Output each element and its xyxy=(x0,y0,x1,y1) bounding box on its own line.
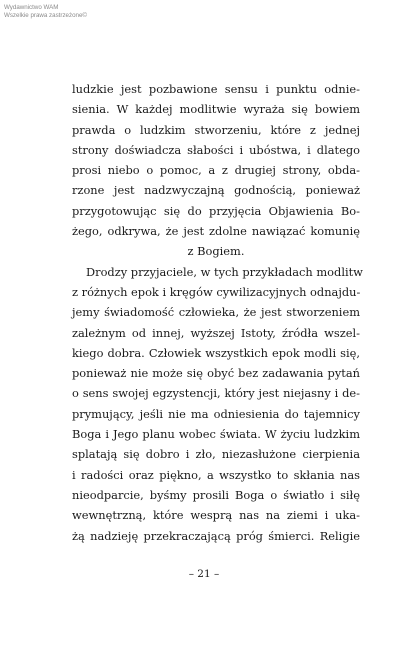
page-number: – 21 – xyxy=(188,568,220,580)
text-line: Boga i Jego planu wobec świata. W życiu ludzkim xyxy=(72,427,360,442)
text-line: jemy świadomość człowieka, że jest stworzeniem xyxy=(72,305,360,320)
text-line: prawda o ludzkim stworzeniu, które z jednej xyxy=(72,122,360,137)
text-line: z różnych epok i kręgów cywilizacyjnych odnajdu- xyxy=(72,284,361,299)
text-line: zależnym od innej, wyższej Istoty, źródła wszel- xyxy=(72,325,360,340)
text-line: przygotowując się do przyjęcia Objawienia Bo- xyxy=(72,203,360,218)
text-line: żą nadzieję przekraczającą próg śmierci. Religie xyxy=(72,528,360,543)
text-line: z Bogiem. xyxy=(187,244,245,259)
paragraph-first-line: Drodzy przyjaciele, w tych przykładach modlitw xyxy=(86,264,363,279)
text-line: splatają się dobro i zło, niezasłużone cierpienia xyxy=(72,447,360,462)
text-line: nieodparcie, byśmy prosili Boga o światło i siłę xyxy=(72,487,360,502)
text-line: o sens swojej egzystencji, który jest niejasny i de- xyxy=(72,386,360,401)
text-line: ponieważ nie może się obyć bez zadawania pytań xyxy=(72,366,360,381)
text-line: żego, odkrywa, że jest zdolne nawiązać komunię xyxy=(72,224,360,239)
text-line: strony doświadcza słabości i ubóstwa, i dlatego xyxy=(72,142,360,157)
text-line: prosi niebo o pomoc, a z drugiej strony, obda- xyxy=(72,163,360,178)
publisher-name: Wydawnictwo WAM xyxy=(4,4,59,11)
text-line: i radości oraz piękno, a wszystko to skłania nas xyxy=(72,467,360,482)
text-line: sienia. W każdej modlitwie wyraża się bowiem xyxy=(72,102,360,117)
text-line: ludzkie jest pozbawione sensu i punktu odnie- xyxy=(72,82,360,96)
text-line: kiego dobra. Człowiek wszystkich epok modli się, xyxy=(72,345,360,360)
text-line: prymujący, jeśli nie ma odniesienia do tajemnicy xyxy=(72,406,360,421)
text-line: wewnętrzną, które wesprą nas na ziemi i uka- xyxy=(72,508,360,523)
copyright-notice: Wszelkie prawa zastrzeżone© xyxy=(4,12,87,19)
publisher-note xyxy=(4,4,87,20)
body-text xyxy=(72,79,363,546)
text-line: rzone jest nadzwyczajną godnością, ponieważ xyxy=(72,183,360,198)
